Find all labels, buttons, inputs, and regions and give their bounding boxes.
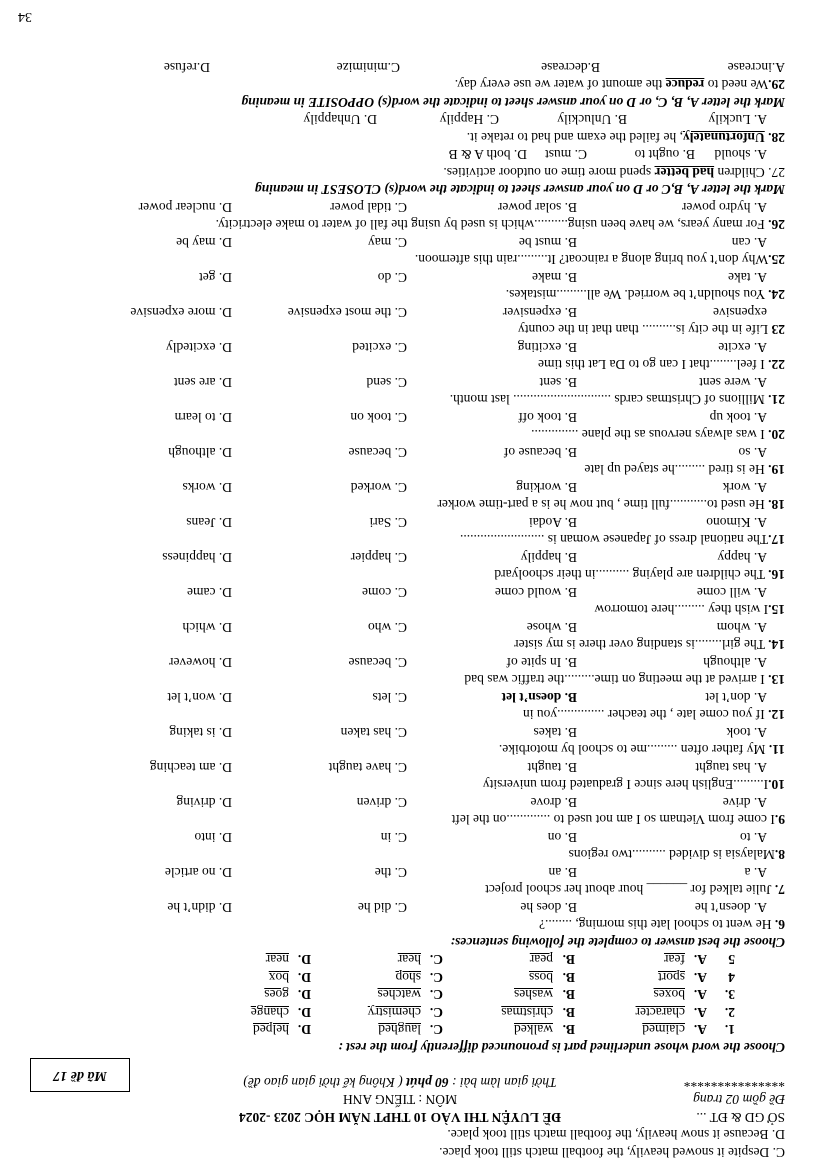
option-d[interactable]: D. happiness — [162, 550, 232, 565]
department: SỞ GD & ĐT ... — [696, 1110, 785, 1125]
option-c[interactable]: C. excited — [352, 340, 407, 355]
question-text — [40, 846, 785, 864]
option-b[interactable]: christmas — [501, 1005, 553, 1020]
question-options — [40, 479, 785, 497]
option-a[interactable]: boxes — [653, 987, 685, 1003]
letter-c: C. — [429, 952, 443, 968]
option-a[interactable]: A. will come — [696, 585, 767, 600]
option-a[interactable]: A. has taught — [695, 760, 767, 775]
option-a[interactable]: A. should — [714, 147, 767, 163]
option-d[interactable]: D. are sent — [173, 375, 232, 390]
top-line-d: D. Because it snow heavily, the football match still took place. — [447, 1127, 785, 1143]
question-options — [40, 724, 785, 742]
question-number: 3. — [724, 987, 735, 1003]
question-body: He used to...........full time , but now he is a part-time worker — [437, 497, 769, 513]
question-text — [40, 356, 785, 374]
option-b[interactable]: B. takes — [533, 725, 577, 740]
question-options — [40, 339, 785, 357]
question-29-options — [40, 59, 785, 77]
option-d[interactable]: change — [250, 1005, 289, 1020]
top-line-c: C. Despite it snowed heavily, the football match still took place. — [439, 1145, 785, 1160]
question-text — [40, 496, 785, 514]
option-a[interactable]: sport — [658, 970, 685, 985]
pronunciation-row — [40, 1004, 785, 1022]
option-a[interactable]: A. can — [731, 235, 767, 250]
option-d[interactable]: D. excitedly — [166, 340, 232, 355]
option-b[interactable]: boss — [528, 970, 553, 985]
option-c[interactable]: C. because — [348, 445, 407, 460]
letter-a: A. — [693, 970, 707, 985]
question-number: 19. — [768, 462, 785, 478]
option-a[interactable]: A. excite — [718, 340, 767, 355]
letter-a: A. — [693, 1005, 707, 1020]
question-body: I come from Vietnam so I am not used to .............on the left — [451, 812, 775, 828]
option-b[interactable]: B. on — [547, 830, 577, 845]
question-number: 4 — [728, 970, 735, 985]
question-body: I arrived at the meeting on time.........the traffic was bad — [464, 672, 769, 688]
question-options — [40, 374, 785, 392]
question-options — [40, 899, 785, 917]
option-a[interactable]: A. Luckily — [708, 112, 767, 128]
option-d[interactable]: D. didn’t he — [167, 900, 232, 915]
option-d[interactable]: D. however — [169, 655, 232, 670]
exam-code: Mã đề 17 — [53, 1067, 107, 1083]
option-a[interactable]: A. whom — [716, 620, 767, 635]
question-number: 10. — [768, 777, 785, 793]
option-b[interactable]: B. because of — [503, 445, 577, 460]
question-number: 24. — [768, 287, 785, 303]
section-opposite-title: Mark the letter A, B, C, or D on your answer sheet to indicate the word(s) OPPOSITE in meaning — [241, 95, 785, 110]
question-body: Julie talked for ______ hour about her school project — [485, 882, 775, 898]
option-b[interactable]: B. Aodai — [528, 515, 577, 530]
question-number: 20. — [768, 427, 785, 443]
question-options — [40, 269, 785, 287]
letter-c: C. — [429, 987, 443, 1003]
question-text — [40, 916, 785, 934]
page-count: Đề gồm 02 trang — [693, 1092, 785, 1108]
letter-b: B. — [562, 952, 575, 968]
section-best-answer-title: Choose the best answer to complete the following sentences: — [450, 935, 785, 950]
pronunciation-list — [40, 951, 785, 1039]
question-body: The girl........is standing over there is my sister — [514, 637, 769, 653]
question-number: 13. — [768, 672, 785, 688]
question-options — [40, 199, 785, 217]
question-text — [40, 741, 785, 759]
option-b[interactable]: B. doesn’t let — [501, 690, 577, 705]
letter-c: C. — [429, 1005, 443, 1020]
option-b[interactable]: B. drove — [530, 795, 577, 810]
question-text — [40, 321, 785, 339]
option-a[interactable]: character — [635, 1005, 685, 1020]
question-options — [40, 584, 785, 602]
option-b[interactable]: B. exciting — [517, 340, 577, 355]
question-options — [40, 619, 785, 637]
exam-code-box — [30, 1058, 130, 1092]
option-b[interactable]: B. In spite of — [506, 655, 577, 670]
question-number: 21. — [768, 392, 785, 408]
letter-b: B. — [562, 987, 575, 1003]
question-27: 27. Children had better spend more time on outdoor activities. — [443, 165, 785, 180]
question-body: My father often .........me to school by motorbike. — [498, 742, 769, 758]
option-d[interactable]: goes — [264, 987, 289, 1003]
option-c[interactable]: C. worked — [350, 480, 407, 495]
pronunciation-row — [40, 951, 785, 969]
letter-b: B. — [562, 1022, 575, 1038]
option-b[interactable]: B. happily — [520, 550, 577, 565]
question-number: 12. — [768, 707, 785, 723]
letter-a: A. — [693, 1022, 707, 1038]
option-a[interactable]: fear — [664, 952, 685, 968]
option-d[interactable]: D. works — [182, 480, 232, 495]
option-c[interactable]: C. took on — [350, 410, 407, 425]
option-c[interactable]: C.minimize — [336, 60, 400, 75]
letter-b: B. — [562, 1005, 575, 1020]
option-d[interactable]: D. may be — [176, 235, 232, 250]
question-body: Malaysia is divided ..........two regions — [568, 847, 775, 863]
option-d[interactable]: D. driving — [176, 795, 232, 810]
stars-divider: *************** — [683, 1075, 785, 1090]
option-b[interactable]: walked — [514, 1022, 553, 1038]
option-c[interactable]: C. who — [367, 620, 407, 635]
question-body: He went to school late this morning, ........? — [539, 917, 775, 933]
option-d[interactable]: D. came — [187, 585, 232, 600]
option-d[interactable]: D. won’t let — [167, 690, 232, 705]
option-b[interactable]: washes — [514, 987, 553, 1003]
question-body: You shouldn’t be worried. We all.........mistakes. — [505, 287, 769, 303]
option-c[interactable]: C. has taken — [340, 725, 407, 740]
question-number: 16. — [768, 567, 785, 583]
question-number: 23 — [771, 322, 785, 338]
option-a[interactable]: A. work — [722, 480, 767, 495]
question-options — [40, 549, 785, 567]
option-c[interactable]: C. did he — [357, 900, 407, 915]
option-a[interactable]: claimed — [642, 1022, 685, 1038]
option-c[interactable]: C. tidal power — [330, 200, 407, 215]
option-b[interactable]: pear — [529, 952, 553, 968]
question-number: 25. — [768, 252, 785, 268]
question-number: 6. — [774, 917, 785, 933]
letter-a: A. — [693, 952, 707, 968]
letter-c: C. — [429, 970, 443, 985]
question-options — [40, 514, 785, 532]
option-c[interactable]: shop — [395, 970, 421, 985]
question-number: 11. — [768, 742, 785, 758]
option-c[interactable]: C. because — [348, 655, 407, 670]
question-list — [40, 199, 785, 934]
option-a[interactable]: A. Kimono — [706, 515, 767, 530]
exam-title: ĐỀ LUYỆN THI VÀO 10 THPT NĂM HỌC 2023 -2024 — [239, 1110, 561, 1125]
option-a[interactable]: A. were sent — [699, 375, 767, 390]
option-a[interactable]: A. doesn’t he — [694, 900, 767, 915]
question-body: Life in the city is.......... than that in the county — [518, 322, 772, 338]
option-a[interactable]: A. take — [728, 270, 767, 285]
question-number: 2. — [724, 1005, 735, 1020]
time-limit: Thời gian làm bài : 60 phút ( Không kể thời gian giao đề) — [243, 1075, 557, 1090]
option-c[interactable]: watches — [377, 987, 421, 1003]
option-d[interactable]: D. into — [194, 830, 232, 845]
question-text — [40, 391, 785, 409]
question-text — [40, 636, 785, 654]
question-options — [40, 864, 785, 882]
question-text — [40, 531, 785, 549]
question-options — [40, 829, 785, 847]
option-b[interactable]: B. working — [516, 480, 577, 495]
option-a[interactable]: A. took up — [709, 410, 767, 425]
question-text — [40, 426, 785, 444]
question-body: I was always nervous as the plane .............. — [531, 427, 769, 443]
question-options — [40, 304, 785, 322]
option-b[interactable]: B. solar power — [497, 200, 577, 215]
question-options — [40, 234, 785, 252]
question-options — [40, 444, 785, 462]
question-text — [40, 776, 785, 794]
option-b[interactable]: B. expensiver — [502, 305, 577, 320]
question-body: I.........English here since I graduated from university — [482, 777, 769, 793]
question-number: 18. — [768, 497, 785, 513]
question-number: 5 — [728, 952, 735, 968]
question-number: 14. — [768, 637, 785, 653]
page-number: 34 — [18, 9, 32, 25]
question-text — [40, 216, 785, 234]
option-b[interactable]: B. taught — [527, 760, 577, 775]
question-text — [40, 286, 785, 304]
option-b[interactable]: B. sent — [539, 375, 577, 390]
option-d[interactable]: D. although — [168, 445, 232, 460]
option-a[interactable]: A. happy — [717, 550, 767, 565]
question-body: For many years, we have been using..........which is used by using the fall of water to make electricity. — [215, 217, 769, 233]
question-number: 15. — [768, 602, 785, 618]
option-c[interactable]: C. driven — [356, 795, 407, 810]
option-c[interactable]: hear — [397, 952, 421, 968]
pronunciation-row — [40, 969, 785, 987]
question-number: 1. — [724, 1022, 735, 1038]
header-center — [205, 1074, 595, 1127]
option-d[interactable]: near — [265, 952, 289, 968]
option-d[interactable]: D. no article — [164, 865, 232, 880]
question-text — [40, 461, 785, 479]
option-c[interactable]: laughed — [378, 1022, 421, 1038]
option-d[interactable]: D. more expensive — [130, 305, 232, 320]
letter-d: D. — [297, 1005, 311, 1020]
option-b[interactable]: B. an — [548, 865, 577, 880]
question-number: 17. — [768, 532, 785, 548]
option-c[interactable]: C. come — [362, 585, 407, 600]
option-c[interactable]: C. Happily — [439, 112, 499, 128]
option-d[interactable]: D. am teaching — [149, 760, 232, 775]
question-29: 29.We need to reduce the amount of water we use every day. — [454, 77, 785, 93]
option-b[interactable]: B. does he — [520, 900, 577, 915]
letter-c: C. — [429, 1022, 443, 1038]
option-c[interactable]: C. have taught — [328, 760, 407, 775]
option-c[interactable]: C. may — [368, 235, 407, 250]
letter-a: A. — [693, 987, 707, 1003]
option-d[interactable]: D.refuse — [163, 60, 210, 75]
option-c[interactable]: C. lets — [372, 690, 407, 705]
pronunciation-row — [40, 1021, 785, 1039]
option-d[interactable]: D. get — [199, 270, 232, 285]
question-body: If you come late , the teacher ..............you in — [522, 707, 769, 723]
option-c[interactable]: C. the — [374, 865, 407, 880]
option-b[interactable]: B. ought to — [634, 147, 695, 163]
question-body: He is tired .........he stayed up late — [584, 462, 769, 478]
option-b[interactable]: B. whose — [526, 620, 577, 635]
question-number: 7. — [774, 882, 785, 898]
option-a[interactable]: A.increase — [727, 60, 785, 75]
option-c[interactable]: C. the most expensive — [287, 305, 407, 320]
pronunciation-row — [40, 986, 785, 1004]
header-left — [684, 1074, 785, 1127]
question-options — [40, 794, 785, 812]
letter-b: B. — [562, 970, 575, 985]
letter-d: D. — [297, 952, 311, 968]
option-a[interactable]: A. hydro power — [681, 200, 767, 215]
option-c[interactable]: C. in — [380, 830, 407, 845]
option-b[interactable]: B. would come — [494, 585, 577, 600]
option-b[interactable]: B.decrease — [541, 60, 600, 75]
option-d[interactable]: D. to learn — [174, 410, 232, 425]
question-options — [40, 759, 785, 777]
question-options — [40, 654, 785, 672]
option-d[interactable]: D. Unhappily — [303, 112, 377, 128]
option-b[interactable]: B. Unluckily — [557, 112, 627, 128]
question-number: 26. — [768, 217, 785, 233]
option-d[interactable]: D. Jeans — [186, 515, 232, 530]
question-body: Millions of Christmas cards ............................. last month. — [449, 392, 769, 408]
option-c[interactable]: C. must — [544, 147, 587, 163]
question-options — [40, 409, 785, 427]
option-a[interactable]: A. don’t let — [705, 690, 767, 705]
question-text — [40, 566, 785, 584]
option-a[interactable]: A. drive — [722, 795, 767, 810]
question-options — [40, 689, 785, 707]
option-a[interactable]: A. to — [740, 830, 767, 845]
option-c[interactable]: C. Sari — [369, 515, 407, 530]
option-d[interactable]: D. which — [182, 620, 232, 635]
option-b[interactable]: B. make — [532, 270, 577, 285]
option-a[interactable]: A. so — [738, 445, 767, 460]
exam-header — [40, 1056, 785, 1126]
option-b[interactable]: B. took off — [518, 410, 577, 425]
question-body: Why don’t you bring along a raincoat? It.........rain this afternoon. — [414, 252, 769, 268]
option-c[interactable]: C. do — [377, 270, 407, 285]
option-c[interactable]: C. send — [366, 375, 407, 390]
option-d[interactable]: D. is taking — [169, 725, 232, 740]
option-a[interactable]: expensive — [713, 305, 767, 320]
question-text — [40, 601, 785, 619]
option-a[interactable]: A. a — [744, 865, 767, 880]
question-28: 28. Unfortunately, he failed the exam and had to retake it. — [466, 130, 785, 145]
question-number: 22. — [768, 357, 785, 373]
option-d[interactable]: helped — [253, 1022, 289, 1038]
question-text — [40, 671, 785, 689]
question-number: 9. — [774, 812, 785, 828]
option-a[interactable]: A. took — [726, 725, 767, 740]
section-closest-title: Mark the letter A, B,C or D on your answer sheet to indicate the word(s) CLOSEST in meaning — [254, 182, 785, 198]
question-27-options — [40, 146, 785, 164]
question-body: I feel........that I can go to Da Lat this time — [537, 357, 769, 373]
option-c[interactable]: C. happier — [350, 550, 407, 565]
subject: MÔN : TIẾNG ANH — [342, 1092, 458, 1108]
question-body: The children are playing ..........in their schoolyard — [494, 567, 769, 583]
option-b[interactable]: B. must be — [518, 235, 577, 250]
letter-d: D. — [297, 987, 311, 1003]
section-pronunciation-title: Choose the word whose underlined part is pronounced differently from the rest : — [338, 1040, 785, 1055]
option-d[interactable]: D. nuclear power — [138, 200, 232, 215]
question-body: I wish they .........here tomorrow — [594, 602, 769, 618]
option-d[interactable]: box — [268, 970, 289, 985]
letter-d: D. — [297, 970, 311, 985]
question-text — [40, 251, 785, 269]
question-body: The national dress of Japanese woman is ......................... — [459, 532, 769, 548]
question-28-options — [40, 111, 785, 129]
option-c[interactable]: chemistry — [367, 1005, 421, 1020]
question-text — [40, 811, 785, 829]
option-a[interactable]: A. although — [703, 655, 767, 670]
question-text — [40, 881, 785, 899]
option-d[interactable]: D. both A & B — [448, 147, 527, 163]
question-number: 8. — [774, 847, 785, 863]
question-text — [40, 706, 785, 724]
letter-d: D. — [297, 1022, 311, 1038]
